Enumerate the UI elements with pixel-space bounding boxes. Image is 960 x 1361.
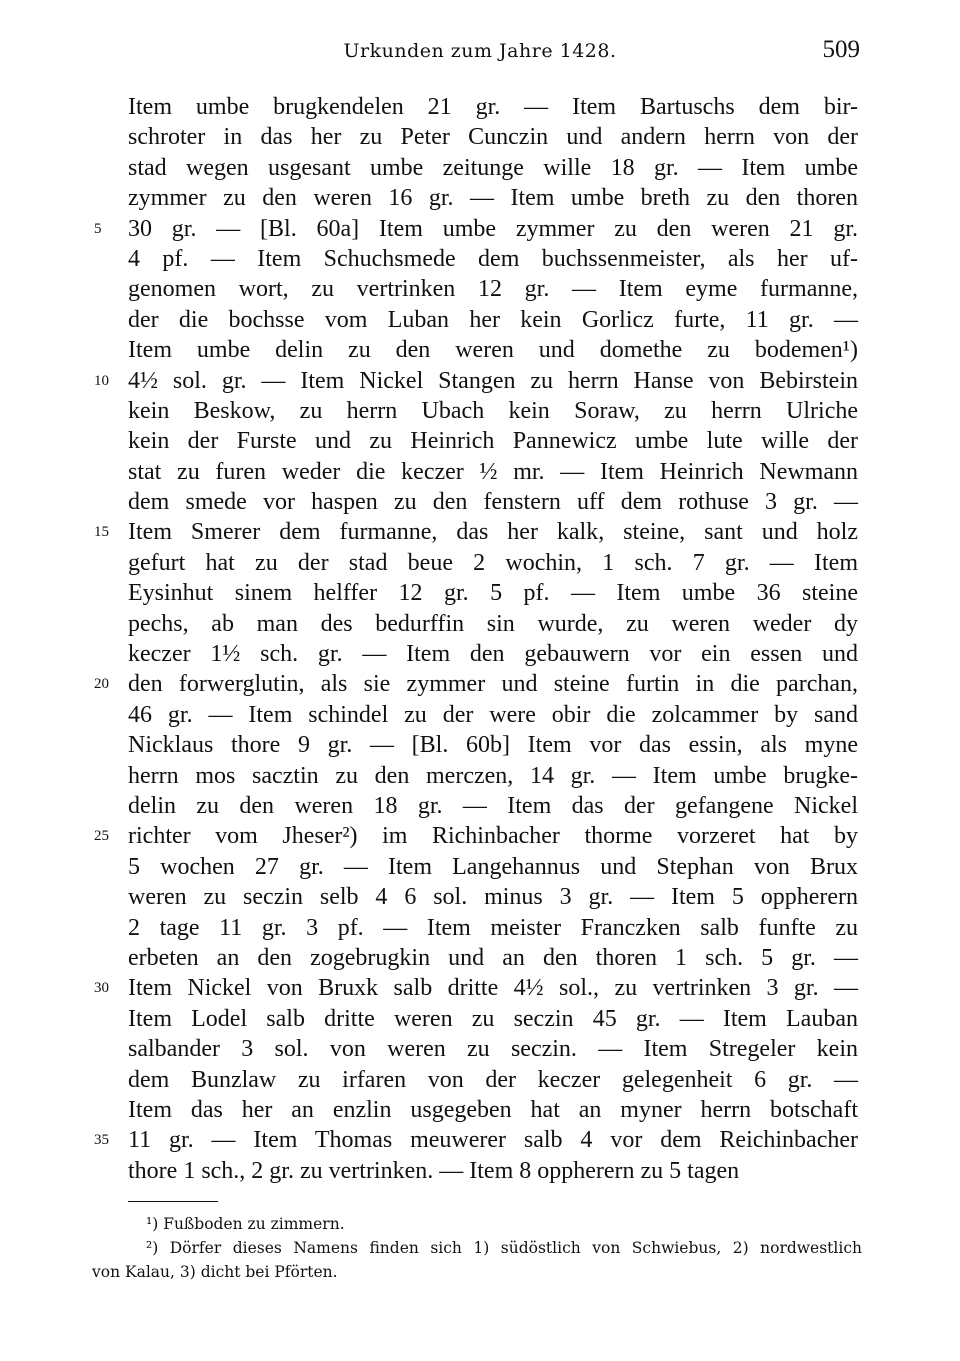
line-text: kein der Furste und zu Heinrich Pannewicz umbe lute wille der: [128, 428, 858, 455]
footnote-separator: [128, 1201, 218, 1202]
text-line: [0, 1125, 960, 1155]
line-text: Item umbe brugkendelen 21 gr. — Item Bartuschs dem bir-: [128, 94, 858, 120]
footnote-text: von Kalau, 3) dicht bei Pförten.: [92, 1263, 338, 1281]
line-text: Item das her an enzlin usgegeben hat an myner herrn botschaft: [128, 1096, 858, 1123]
line-text: thore 1 sch., 2 gr. zu vertrinken. — Item 8 oppherern zu 5 tagen: [128, 1157, 740, 1184]
line-text: 2 tage 11 gr. 3 pf. — Item meister Franczken salb funfte zu: [128, 914, 858, 941]
text-line: [0, 1034, 960, 1064]
text-line: [0, 274, 960, 304]
text-line: [0, 1156, 960, 1186]
line-text: pechs, ab man des bedurffin sin wurde, zu weren weder dy: [128, 610, 858, 637]
text-line: [0, 821, 960, 851]
line-number: 30: [94, 980, 109, 997]
line-text: gefurt hat zu der stad beue 2 wochin, 1 sch. 7 gr. — Item: [128, 549, 858, 576]
line-text: erbeten an den zogebrugkin und an den thoren 1 sch. 5 gr. —: [128, 944, 858, 971]
text-line: [0, 882, 960, 912]
main-text: [0, 92, 960, 1186]
text-line: [0, 366, 960, 396]
text-line: [0, 669, 960, 699]
line-text: Eysinhut sinem helffer 12 gr. 5 pf. — Item umbe 36 steine: [128, 580, 858, 607]
line-number: 10: [94, 372, 109, 389]
text-line: [0, 92, 960, 122]
text-line: [0, 487, 960, 517]
text-line: [0, 700, 960, 730]
text-line: [0, 335, 960, 365]
text-line: [0, 791, 960, 821]
text-line: [0, 639, 960, 669]
line-text: genomen wort, zu vertrinken 12 gr. — Item eyme furmanne,: [128, 276, 858, 303]
text-line: [0, 852, 960, 882]
line-text: delin zu den weren 18 gr. — Item das der gefangene Nickel: [128, 792, 858, 819]
line-text: dem Bunzlaw zu irfaren von der keczer gelegenheit 6 gr. —: [128, 1066, 858, 1093]
line-text: 4 pf. — Item Schuchsmede dem buchssenmeister, als her uf-: [128, 245, 858, 272]
page-number: 509: [822, 36, 860, 63]
line-number: 25: [94, 828, 109, 845]
line-text: Item Smerer dem furmanne, das her kalk, steine, sant und holz: [128, 519, 858, 546]
line-text: stad wegen usgesant umbe zeitunge wille 18 gr. — Item umbe: [128, 154, 858, 181]
line-text: kein Beskow, zu herrn Ubach kein Soraw, zu herrn Ulriche: [128, 397, 858, 424]
footnote-text: ¹) Fußboden zu zimmern.: [146, 1215, 345, 1233]
text-line: [0, 122, 960, 152]
line-text: Item Nickel von Bruxk salb dritte 4½ sol., zu vertrinken 3 gr. —: [128, 975, 858, 1002]
line-text: den forwerglutin, als sie zymmer und steine furtin in die parchan,: [128, 671, 858, 698]
line-text: 46 gr. — Item schindel zu der were obir die zolcammer by sand: [128, 701, 858, 728]
line-number: 20: [94, 676, 109, 693]
text-line: [0, 913, 960, 943]
line-text: schroter in das her zu Peter Cunczin und andern herrn von der: [128, 124, 858, 151]
line-text: Item Lodel salb dritte weren zu seczin 45 gr. — Item Lauban: [128, 1005, 858, 1032]
line-text: der die bochsse vom Luban her kein Gorlicz furte, 11 gr. —: [128, 306, 858, 333]
line-text: richter vom Jheser²) im Richinbacher thorme vorzeret hat by: [128, 823, 858, 850]
text-line: [0, 457, 960, 487]
text-line: [0, 578, 960, 608]
line-text: 5 wochen 27 gr. — Item Langehannus und Stephan von Brux: [128, 853, 858, 880]
text-line: [0, 214, 960, 244]
text-line: [0, 183, 960, 213]
text-line: [0, 761, 960, 791]
text-line: [0, 609, 960, 639]
text-line: [0, 244, 960, 274]
footnote-2: [0, 1236, 960, 1260]
line-text: Nicklaus thore 9 gr. — [Bl. 60b] Item vor das essin, als myne: [128, 732, 858, 759]
running-title: Urkunden zum Jahre 1428.: [343, 40, 617, 62]
footnotes: [0, 1212, 960, 1284]
line-text: 30 gr. — [Bl. 60a] Item umbe zymmer zu den weren 21 gr.: [128, 215, 858, 242]
line-text: salbander 3 sol. von weren zu seczin. — Item Stregeler kein: [128, 1036, 858, 1063]
line-text: keczer 1½ sch. gr. — Item den gebauwern vor ein essen und: [128, 641, 858, 668]
text-line: [0, 943, 960, 973]
line-text: stat zu furen weder die keczer ½ mr. — Item Heinrich Newmann: [128, 458, 858, 485]
line-text: weren zu seczin selb 4 6 sol. minus 3 gr. — Item 5 oppherern: [128, 884, 858, 911]
text-line: [0, 1095, 960, 1125]
footnote-1: [0, 1212, 960, 1236]
text-line: [0, 548, 960, 578]
text-line: [0, 305, 960, 335]
text-line: [0, 396, 960, 426]
line-text: zymmer zu den weren 16 gr. — Item umbe breth zu den thoren: [128, 185, 858, 212]
text-line: [0, 1065, 960, 1095]
text-line: [0, 1004, 960, 1034]
footnote-2-continuation: [0, 1260, 960, 1284]
line-text: 11 gr. — Item Thomas meuwerer salb 4 vor dem Reichinbacher: [128, 1127, 858, 1154]
line-text: 4½ sol. gr. — Item Nickel Stangen zu herrn Hanse von Bebirstein: [128, 367, 858, 394]
text-line: [0, 153, 960, 183]
text-line: [0, 517, 960, 547]
text-line: [0, 730, 960, 760]
line-number: 35: [94, 1132, 109, 1149]
footnote-text: ²) Dörfer dieses Namens finden sich 1) südöstlich von Schwiebus, 2) nordwestlich: [146, 1239, 862, 1257]
line-text: Item umbe delin zu den weren und domethe zu bodemen¹): [128, 337, 858, 364]
line-text: dem smede vor haspen zu den fenstern uff dem rothuse 3 gr. —: [128, 489, 858, 516]
line-number: 5: [94, 220, 102, 237]
line-text: herrn mos sacztin zu den merczen, 14 gr. — Item umbe brugke-: [128, 762, 858, 789]
text-line: [0, 426, 960, 456]
line-number: 15: [94, 524, 109, 541]
text-line: [0, 973, 960, 1003]
